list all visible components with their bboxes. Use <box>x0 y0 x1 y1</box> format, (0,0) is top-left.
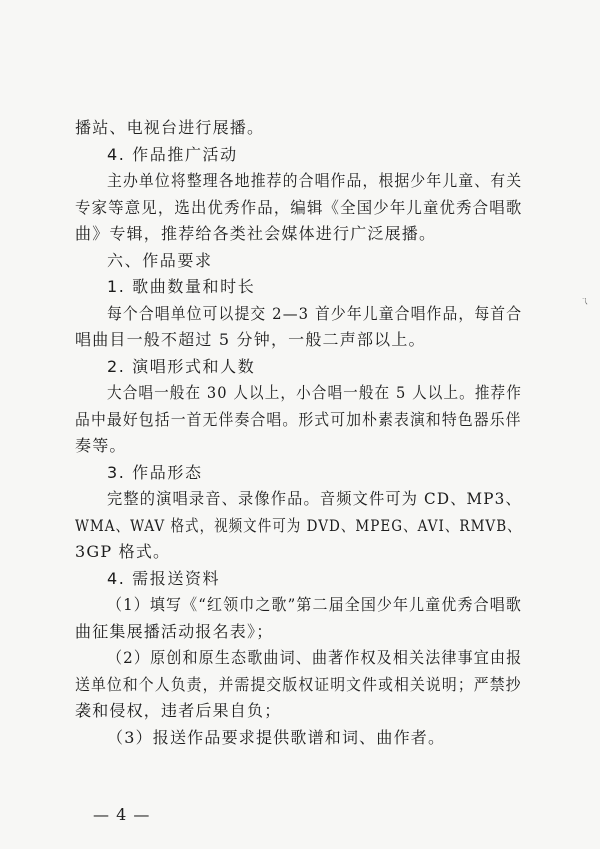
text-line: WMA、WAV 格式，视频文件可为 DVD、MPEG、AVI、RMVB、 <box>75 515 522 535</box>
text-line: （1）填写《“红领巾之歌”第二届全国少年儿童优秀合唱歌 <box>107 595 522 615</box>
text-line: 送单位和个人负责，并需提交版权证明文件或相关说明；严禁抄 <box>75 674 522 694</box>
text-line: 主办单位将整理各地推荐的合唱作品，根据少年儿童、有关 <box>107 171 523 191</box>
margin-mark: ㄟ <box>580 297 590 307</box>
text-line: （2）原创和原生态歌曲词、曲著作权及相关法律事宜由报 <box>107 648 523 668</box>
text-line: （3）报送作品要求提供歌谱和词、曲作者。 <box>107 728 446 747</box>
text-line: 每个合唱单位可以提交 2—3 首少年儿童合唱作品，每首合 <box>107 303 523 323</box>
section-heading: 2. 演唱形式和人数 <box>107 356 256 376</box>
text-line: 奏等。 <box>75 436 127 456</box>
text-line: 播站、电视台进行展播。 <box>75 118 265 137</box>
text-line: 唱曲目一般不超过 5 分钟，一般二声部以上。 <box>75 330 426 350</box>
text-line: 3GP 格式。 <box>75 542 171 562</box>
text-line: 专家等意见，选出优秀作品，编辑《全国少年儿童优秀合唱歌 <box>75 197 523 217</box>
page-number: — 4 — <box>93 805 151 824</box>
chapter-heading: 六、作品要求 <box>107 250 213 270</box>
section-heading: 3. 作品形态 <box>107 462 203 482</box>
section-heading: 4. 需报送资料 <box>107 568 221 588</box>
text-line: 曲征集展播活动报名表》； <box>75 621 274 641</box>
text-line: 大合唱一般在 30 人以上，小合唱一般在 5 人以上。推荐作 <box>107 383 522 403</box>
text-line: 完整的演唱录音、录像作品。音频文件可为 CD、MP3、 <box>107 489 522 509</box>
text-line: 品中最好包括一首无伴奏合唱。形式可加朴素表演和特色器乐伴 <box>75 409 522 429</box>
section-heading: 4. 作品推广活动 <box>107 144 238 164</box>
text-line: 曲》专辑，推荐给各类社会媒体进行广泛展播。 <box>75 224 437 244</box>
text-line: 袭和侵权，违者后果自负； <box>75 701 282 721</box>
section-heading: 1. 歌曲数量和时长 <box>107 277 256 297</box>
